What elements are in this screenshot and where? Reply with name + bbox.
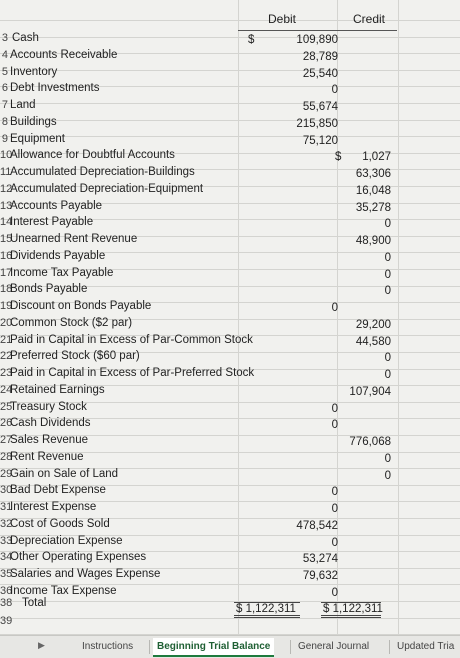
account-name: Interest Expense [10,501,97,513]
account-name: Paid in Capital in Excess of Par-Common Stock [10,334,253,346]
debit-cell[interactable]: 0 [331,84,338,96]
row-number: 35 [0,568,13,580]
row-number: 28 [0,451,13,463]
account-name: Other Operating Expenses [10,551,147,563]
credit-header-border [337,30,397,31]
row-number: 18 [0,283,13,295]
row-number: 38 [0,597,13,609]
sheet-tab[interactable]: General Journal [298,641,370,652]
grid-row-line [0,136,460,137]
row-number: 31 [0,501,13,513]
account-name: Accumulated Depreciation-Equipment [10,183,204,195]
credit-cell[interactable]: 0 [384,218,391,230]
row-number: 12 [0,183,13,195]
row-number: 39 [0,615,13,627]
row-number: 25 [0,401,13,413]
grid-column-line [238,0,239,635]
account-name: Accumulated Depreciation-Buildings [10,166,195,178]
account-name: Accounts Receivable [10,49,118,61]
account-name: Interest Payable [10,216,94,228]
credit-total[interactable]: $ 1,122,311 [323,603,383,615]
account-name: Bad Debt Expense [10,484,106,496]
debit-cell[interactable]: 55,674 [302,101,338,113]
grid-row-line [0,601,460,602]
row-number: 20 [0,317,13,329]
credit-cell[interactable]: 63,306 [355,168,391,180]
row-number: 27 [0,434,13,446]
credit-cell[interactable]: 44,580 [355,336,391,348]
debit-total[interactable]: $ 1,122,311 [236,603,296,615]
grid-row-line [0,70,460,71]
grid-row-line [0,20,460,21]
debit-cell[interactable]: 0 [331,587,338,599]
debit-cell[interactable]: 0 [331,486,338,498]
account-name: Bonds Payable [10,283,88,295]
row-number: 23 [0,367,13,379]
row-number: 3 [1,32,8,44]
scroll-right-icon[interactable]: ▶ [38,640,45,650]
grid-column-line [398,0,399,635]
tab-separator [389,640,390,654]
sheet-tab[interactable]: Instructions [82,641,134,652]
debit-cell[interactable]: 0 [331,403,338,415]
credit-cell[interactable]: 776,068 [349,436,391,448]
row-number: 16 [0,250,13,262]
debit-cell[interactable]: 0 [331,302,338,314]
grid-row-line [0,618,460,619]
row-number: 24 [0,384,13,396]
credit-cell[interactable]: 16,048 [355,185,391,197]
account-name: Preferred Stock ($60 par) [10,350,140,362]
credit-cell[interactable]: 107,904 [349,386,391,398]
debit-currency-sign: $ [248,34,255,46]
row-number: 36 [0,585,13,597]
debit-cell[interactable]: 25,540 [302,68,338,80]
row-number: 10 [0,149,13,161]
account-name: Accounts Payable [10,200,103,212]
debit-header-border [238,30,337,31]
debit-cell[interactable]: 79,632 [302,570,338,582]
account-name: Cash [12,32,39,44]
row-number: 21 [0,334,13,346]
row-number: 33 [0,535,13,547]
row-number: 7 [1,99,8,111]
debit-cell[interactable]: 109,890 [296,34,338,46]
credit-column-header[interactable]: Credit [353,12,386,26]
account-name: Dividends Payable [10,250,106,262]
debit-cell[interactable]: 75,120 [302,135,338,147]
credit-cell[interactable]: 35,278 [355,202,391,214]
row-number: 19 [0,300,13,312]
tab-separator [149,640,150,654]
debit-cell[interactable]: 478,542 [296,520,338,532]
tab-separator [290,640,291,654]
row-number: 17 [0,267,13,279]
row-number: 32 [0,518,13,530]
account-name: Buildings [10,116,57,128]
debit-cell[interactable]: 215,850 [296,118,338,130]
grid-row-line [0,37,460,38]
row-number: 26 [0,417,13,429]
debit-cell[interactable]: 0 [331,537,338,549]
account-name: Debt Investments [10,82,100,94]
row-number: 29 [0,468,13,480]
account-name: Allowance for Doubtful Accounts [10,149,175,161]
account-name: Inventory [10,66,58,78]
account-name: Gain on Sale of Land [10,468,119,480]
credit-currency-sign: $ [335,151,342,163]
account-name: Cost of Goods Sold [10,518,110,530]
account-name: Income Tax Expense [10,585,117,597]
account-name: Treasury Stock [10,401,87,413]
account-name: Discount on Bonds Payable [10,300,152,312]
account-name: Unearned Rent Revenue [10,233,138,245]
debit-cell[interactable]: 0 [331,503,338,515]
debit-cell[interactable]: 0 [331,419,338,431]
row-number: 8 [1,116,8,128]
account-name: Depreciation Expense [10,535,123,547]
row-number: 9 [1,133,8,145]
credit-cell[interactable]: 0 [384,369,391,381]
sheet-tab-bar [0,635,460,658]
credit-cell[interactable]: 0 [384,453,391,465]
credit-cell[interactable]: 0 [384,269,391,281]
account-name: Common Stock ($2 par) [10,317,133,329]
row-number: 5 [1,66,8,78]
account-name: Rent Revenue [10,451,84,463]
row-number: 15 [0,233,13,245]
credit-cell[interactable]: 0 [384,252,391,264]
credit-cell[interactable]: 0 [384,285,391,297]
debit-column-header[interactable]: Debit [268,12,297,26]
sheet-tab[interactable]: Beginning Trial Balance [153,638,274,657]
row-number: 34 [0,551,13,563]
account-name: Cash Dividends [10,417,91,429]
account-name: Paid in Capital in Excess of Par-Preferred Stock [10,367,255,379]
sheet-tab[interactable]: Updated Tria [397,641,455,652]
row-number: 30 [0,484,13,496]
account-name: Income Tax Payable [10,267,114,279]
credit-cell[interactable]: 0 [384,470,391,482]
grid-row-line [0,103,460,104]
credit-cell[interactable]: 1,027 [362,151,391,163]
credit-cell[interactable]: 29,200 [355,319,391,331]
account-name: Equipment [10,133,65,145]
account-name: Salaries and Wages Expense [10,568,161,580]
credit-cell[interactable]: 0 [384,352,391,364]
account-name: Land [10,99,36,111]
account-name: Sales Revenue [10,434,88,446]
debit-cell[interactable]: 28,789 [302,51,338,63]
account-name: Retained Earnings [10,384,105,396]
row-number: 14 [0,216,13,228]
row-number: 6 [1,82,8,94]
grid-row-line [0,120,460,121]
row-number: 11 [0,166,12,178]
debit-cell[interactable]: 53,274 [302,553,338,565]
row-number: 22 [0,350,13,362]
row-number: 4 [1,49,8,61]
total-label: Total [22,597,47,609]
credit-cell[interactable]: 48,900 [355,235,391,247]
row-number: 13 [0,200,13,212]
